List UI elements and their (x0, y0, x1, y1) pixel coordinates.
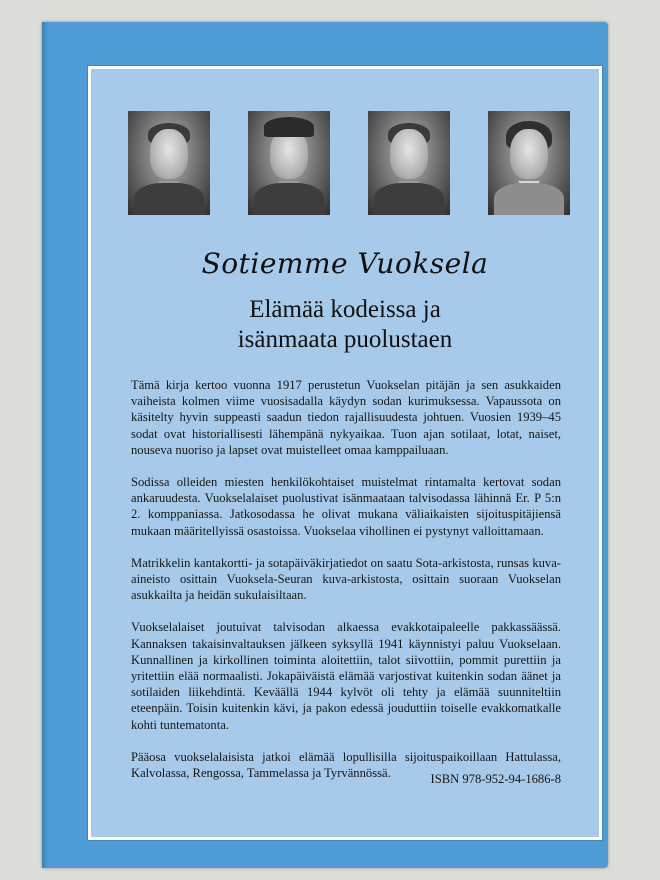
portrait-photo-3 (368, 111, 450, 215)
isbn-number: ISBN 978-952-94-1686-8 (430, 772, 561, 786)
blurb-paragraph-1: Tämä kirja kertoo vuonna 1917 perustetun Vuokselan pitäjän ja sen asukkaiden vaiheista kolmen viime vuosisadalla käydyn sodan kurimuksessa. Vapaussota on käsitelty hyvin suppeasti saadun tiedon rajallisuudesta johtuen. Vuosien 1939–45 sodat ovat historiallisesti lähempänä nykyaikaa. Tuon ajan sotilaat, lotat, naiset, nouseva nuoriso ja lapset ovat muistelleet omaa kamppailuaan. (131, 378, 561, 457)
blurb-paragraph-4: Vuokselalaiset joutuivat talvisodan alkaessa evakkotaipaleelle pakkassäässä. Kannaksen takaisinvaltauksen jälkeen syksyllä 1941 käynnistyi paluu Vuokselaan. Kunnallinen ja kirkollinen toiminta aloitettiin, talot siivottiin, pommit purettiin ja yritettiin elää normaalisti. Jokapäiväistä elämää varjostivat kuitenkin sodan äänet ja sotilaiden liikehdintä. Keväällä 1944 kylvöt oli tehty ja elämää suunniteltiin eteenpäin. Toisin kuitenkin kävi, ja pakon edessä jouduttiin toiselle evakkomatkalle kohti tuntematonta. (131, 620, 561, 732)
portrait-photo-1 (128, 111, 210, 215)
blurb-paragraph-5: Pääosa vuokselalaisista jatkoi elämää lopullisilla sijoituspaikoillaan Hattulassa, Kalvolassa, Rengossa, Tammelassa ja Tyrvännössä. (131, 749, 561, 781)
blurb-paragraph-3: Matrikkelin kantakortti- ja sotapäiväkirjatiedot on saatu Sota-arkistosta, runsas kuva-aineisto osittain Vuoksela-Seuran kuva-arkistosta, osittain suoraan Vuokselan asukkailta ja heidän sukulaisiltaan. (131, 555, 561, 603)
blurb-text (131, 377, 561, 797)
subtitle-line-1: Elämää kodeissa ja (249, 296, 441, 323)
subtitle-line-2: isänmaata puolustaen (237, 326, 453, 353)
portrait-row (128, 111, 570, 215)
book-title: Sotiemme Vuoksela (201, 247, 489, 280)
spine-edge (42, 22, 48, 868)
cover-panel (88, 66, 602, 840)
portrait-photo-2 (248, 111, 330, 215)
book-subtitle (91, 295, 599, 355)
blurb-paragraph-2: Sodissa olleiden miesten henkilökohtaiset muistelmat rintamalta kertovat sodan ankaruudesta. Vuokselalaiset puolustivat isänmaataan talvisodassa lähinnä Er. P 5:n 2. komppaniassa. Jatkosodassa he olivat mukana väliaikaisten sijoituspitäjiensä mukaan määritellyissä osastoissa. Vuokselaa vihollinen ei pystynyt valloittamaan. (131, 475, 561, 538)
portrait-photo-4 (488, 111, 570, 215)
book-back-cover (42, 22, 608, 868)
